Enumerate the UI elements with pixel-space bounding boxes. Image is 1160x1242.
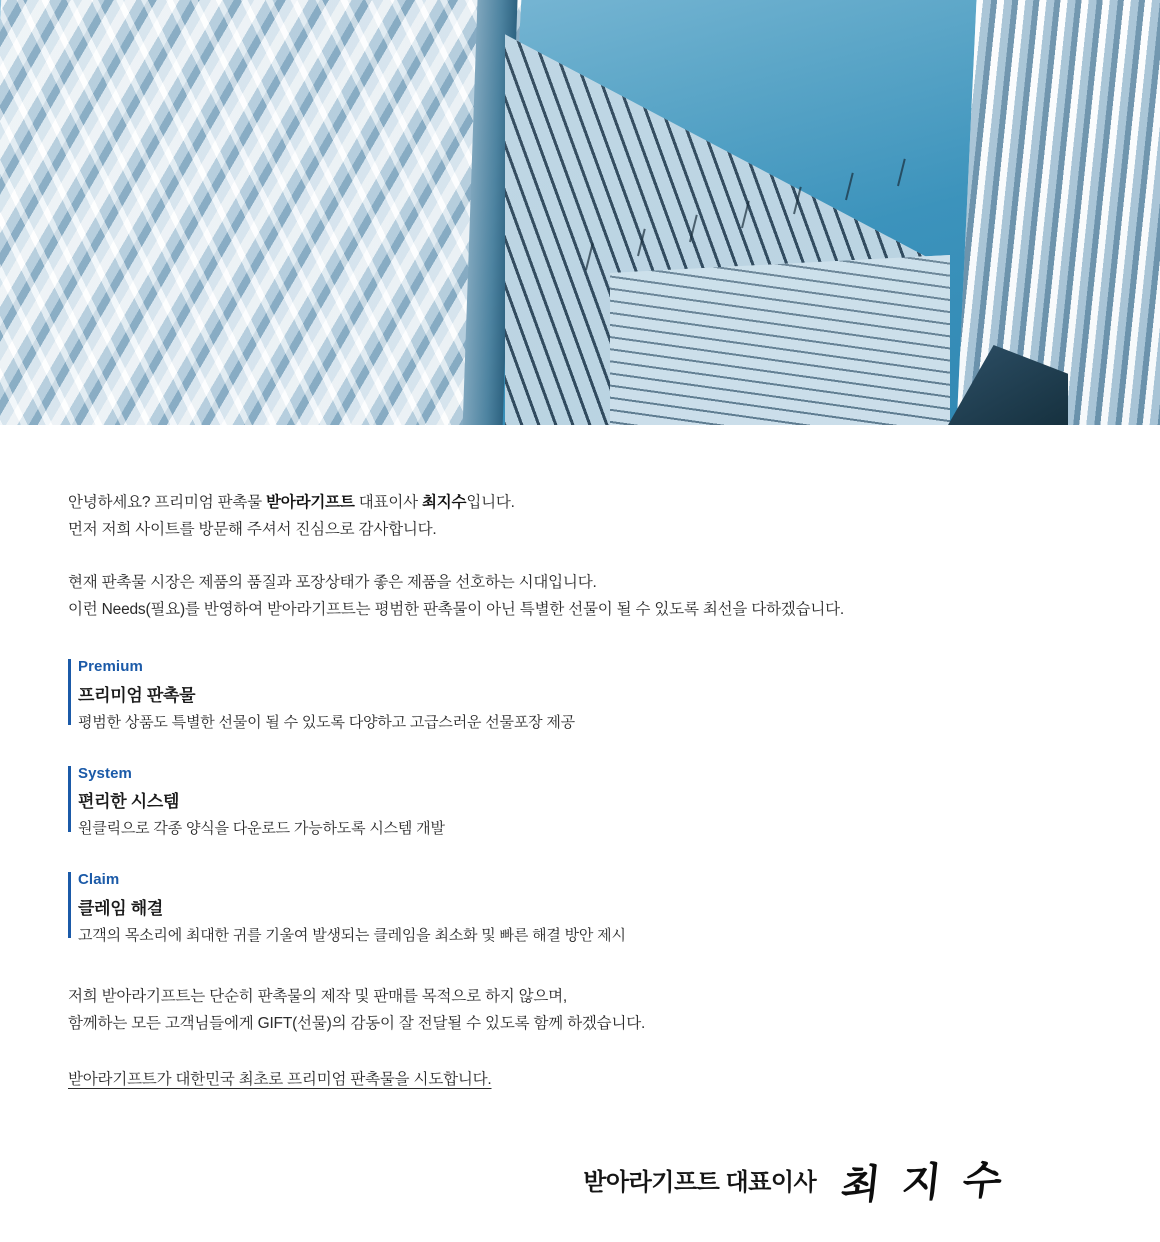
section-premium-desc: 평범한 상품도 특별한 선물이 될 수 있도록 다양하고 고급스러운 선물포장 제공 [78,713,575,731]
section-claim-eyebrow: Claim [78,871,120,888]
section-system-desc: 원클릭으로 각종 양식을 다운로드 가능하도록 시스템 개발 [78,820,445,837]
section-premium-eyebrow: Premium [78,658,143,675]
section-premium [68,657,1092,732]
greeting-mid: 대표이사 [354,493,422,511]
section-system-title: 편리한 시스템 [78,792,180,811]
section-claim-title: 클레임 해결 [78,898,164,918]
closing-line-2: 함께하는 모든 고객님들에게 GIFT(선물)의 감동이 잘 전달될 수 있도록 함께 하겠습니다. [68,1014,646,1032]
market-line-1: 현재 판촉물 시장은 제품의 품질과 포장상태가 좋은 제품을 선호하는 시대입니다. [68,573,597,591]
closing-line-1: 저희 받아라기프트는 단순히 판촉물의 제작 및 판매를 목적으로 하지 않으며, [68,987,568,1005]
greeting-suffix: 입니다. [466,493,515,511]
signature-block [68,1151,1092,1208]
greeting-prefix: 안녕하세요? 프리미엄 판촉물 [68,493,267,511]
brand-name: 받아라기프트 [266,493,355,511]
greeting-line-2: 먼저 저희 사이트를 방문해 주셔서 진심으로 감사합니다. [68,520,437,538]
section-claim [68,870,1092,945]
signature-title: 받아라기프트 대표이사 [583,1168,817,1196]
section-system [68,764,1092,839]
roof-mast-icons [575,150,935,290]
market-line-2: 이런 Needs(필요)를 반영하여 받아라기프트는 평범한 판촉물이 아닌 특별한 선물이 될 수 있도록 최선을 다하겠습니다. [68,600,845,618]
closing-paragraph [68,983,1092,1037]
market-paragraph [68,569,1092,623]
greeting-paragraph [68,489,1092,543]
section-claim-desc: 고객의 목소리에 최대한 귀를 기울여 발생되는 클레임을 최소화 및 빠른 해결 방안 제시 [78,926,626,944]
closing-underlined-note: 받아라기프트가 대한민국 최초로 프리미엄 판촉물을 시도합니다. [68,1070,492,1088]
building-left [0,0,522,425]
section-premium-title: 프리미엄 판촉물 [78,685,196,705]
ceo-name: 최지수 [421,493,467,511]
section-system-eyebrow: System [78,764,132,782]
closing-block [68,983,1092,1089]
signature-handwriting: 최 지 수 [839,1155,1009,1209]
letter-body [0,425,1160,1208]
value-sections [68,657,1092,945]
hero-banner-image [0,0,1160,425]
